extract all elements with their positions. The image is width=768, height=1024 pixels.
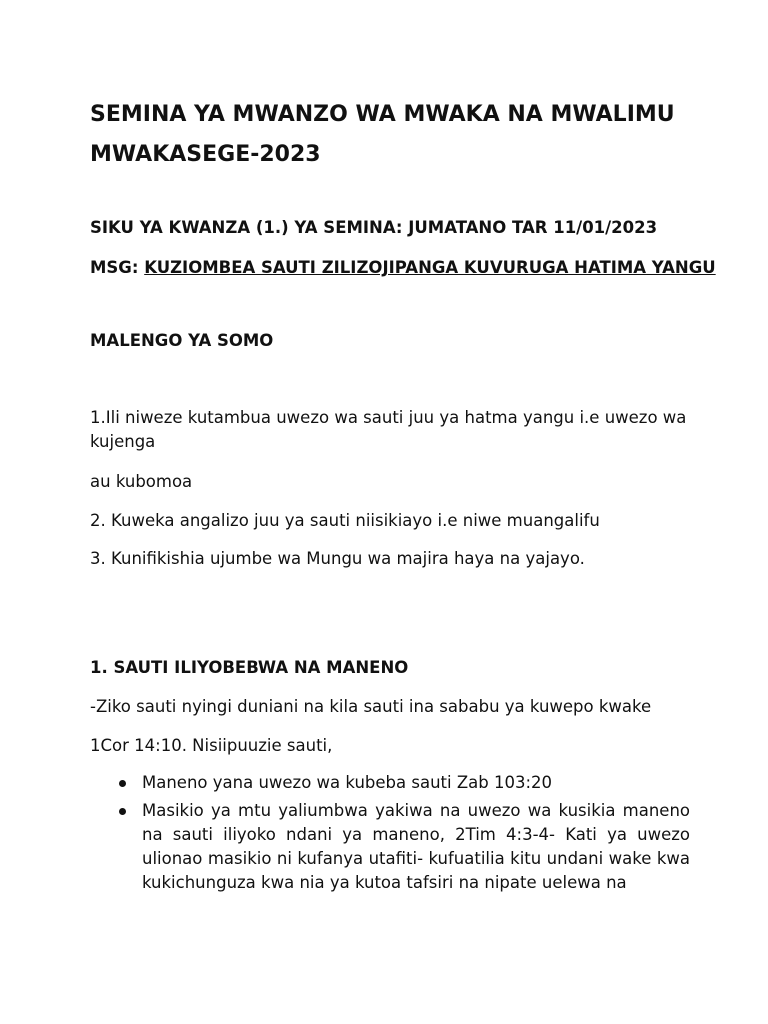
list-item <box>90 799 690 895</box>
objective-item-1-continued: au kubomoa <box>90 472 193 491</box>
document-title: SEMINA YA MWANZO WA MWAKA NA MWALIMU MWAKASEGE-2023 <box>90 102 675 167</box>
bullet-icon <box>119 780 126 787</box>
seminar-day-line: SIKU YA KWANZA (1.) YA SEMINA: JUMATANO TAR 11/01/2023 <box>90 218 658 237</box>
bullet-text: Maneno yana uwezo wa kubeba sauti Zab 103:20 <box>142 773 553 792</box>
bullet-icon <box>119 808 126 815</box>
objectives-heading: MALENGO YA SOMO <box>90 331 274 350</box>
bullet-text: Masikio ya mtu yaliumbwa yakiwa na uwezo wa kusikia maneno na sauti iliyoko ndani ya maneno, 2Tim 4:3-4- Kati ya uwezo ulionao masikio ni kufanya utafiti- kufuatilia kitu undani wake kwa kukichunguza kwa nia ya kutoa tafsiri na nipate uelewa na <box>142 801 690 892</box>
section-1-text-2: 1Cor 14:10. Nisiipuuzie sauti, <box>90 736 333 755</box>
message-title: KUZIOMBEA SAUTI ZILIZOJIPANGA KUVURUGA HATIMA YANGU <box>144 258 716 277</box>
objective-item-3: 3. Kunifikishia ujumbe wa Mungu wa majira haya na yajayo. <box>90 549 585 568</box>
message-line <box>90 256 716 280</box>
objective-item-1: 1.Ili niweze kutambua uwezo wa sauti juu ya hatma yangu i.e uwezo wa kujenga <box>90 408 687 451</box>
objective-item-2: 2. Kuweka angalizo juu ya sauti niisikiayo i.e niwe muangalifu <box>90 511 600 530</box>
section-1-text-1: -Ziko sauti nyingi duniani na kila sauti ina sababu ya kuwepo kwake <box>90 697 652 716</box>
bullet-list <box>90 771 690 899</box>
message-prefix: MSG: <box>90 258 145 277</box>
list-item <box>90 771 690 795</box>
section-1-heading: 1. SAUTI ILIYOBEBWA NA MANENO <box>90 658 409 677</box>
